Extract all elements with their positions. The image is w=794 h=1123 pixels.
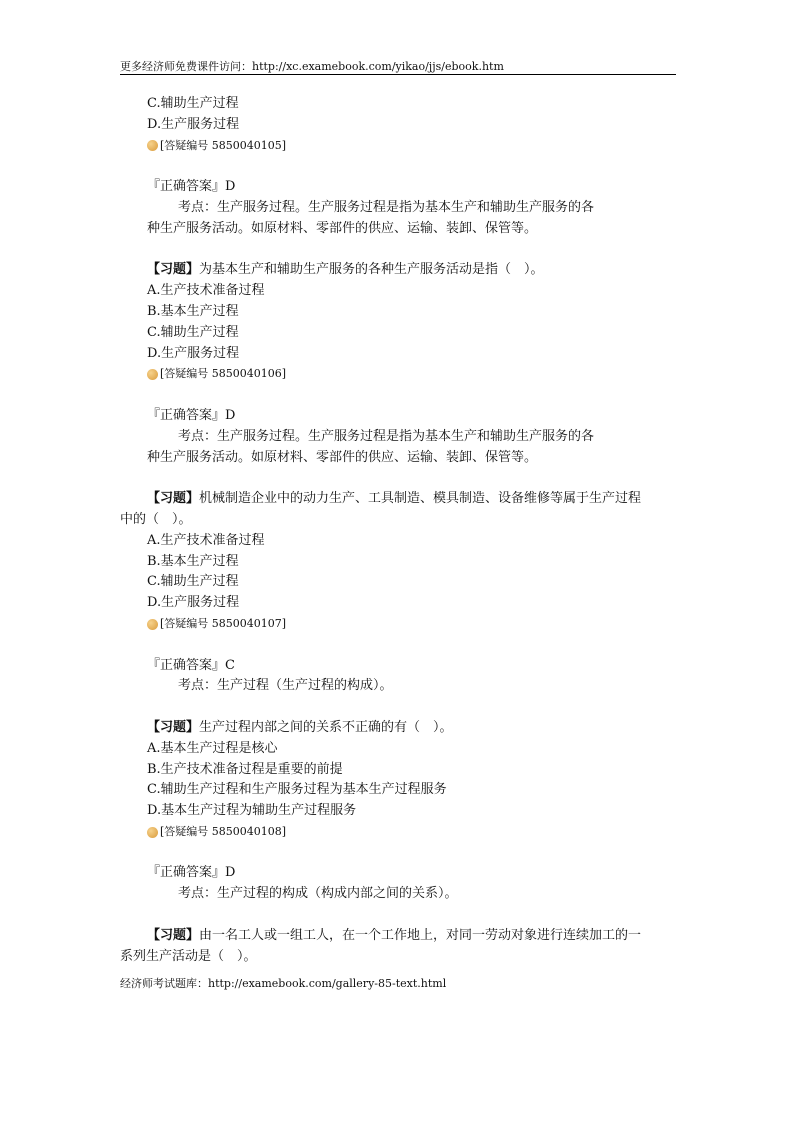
option: D.生产服务过程 [147, 345, 240, 361]
explanation-line: 种生产服务活动。如原材料、零部件的供应、运输、装卸、保管等。 [147, 220, 538, 236]
footer-text: 经济师考试题库：http://examebook.com/gallery-85-text.html [120, 977, 447, 990]
explanation-line: 考点：生产服务过程。生产服务过程是指为基本生产和辅助生产服务的各 [178, 428, 595, 444]
answer-label: 『正确答案』D [147, 865, 236, 881]
option: C.辅助生产过程 [147, 96, 239, 111]
question-id[interactable]: [答疑编号 5850040106] [120, 364, 680, 385]
question-text-cont: 系列生产活动是（ ）。 [120, 948, 257, 964]
header-text: 更多经济师免费课件访问：http://xc.examebook.com/yikao/jjs/ebook.htm [120, 60, 504, 73]
option: D.生产服务过程 [147, 116, 240, 132]
question-id[interactable]: [答疑编号 5850040105] [120, 136, 680, 157]
help-dot-icon [147, 827, 158, 838]
question-text: 【习题】由一名工人或一组工人，在一个工作地上，对同一劳动对象进行连续加工的一 [147, 927, 642, 943]
option: D.基本生产过程为辅助生产过程服务 [147, 803, 357, 819]
answer-label: 『正确答案』C [147, 657, 235, 673]
answer-label: 『正确答案』D [147, 179, 236, 195]
help-dot-icon [147, 619, 158, 630]
option: B.基本生产过程 [147, 303, 239, 319]
help-dot-icon [147, 369, 158, 380]
option: D.生产服务过程 [147, 595, 240, 611]
option: C.辅助生产过程 [147, 574, 239, 590]
question-text: 【习题】生产过程内部之间的关系不正确的有（ ）。 [147, 719, 453, 735]
option: A.生产技术准备过程 [147, 283, 265, 299]
option: A.基本生产过程是核心 [147, 740, 278, 756]
document-body [120, 94, 680, 967]
explanation-line: 考点：生产过程的构成（构成内部之间的关系）。 [178, 886, 458, 902]
explanation-line: 考点：生产过程（生产过程的构成）。 [178, 678, 393, 694]
page-header [120, 60, 676, 75]
page-footer [120, 977, 446, 990]
question-text: 【习题】机械制造企业中的动力生产、工具制造、模具制造、设备维修等属于生产过程 [147, 491, 642, 507]
option: C.辅助生产过程和生产服务过程为基本生产过程服务 [147, 782, 447, 798]
explanation-line: 考点：生产服务过程。生产服务过程是指为基本生产和辅助生产服务的各 [178, 199, 595, 215]
option: A.生产技术准备过程 [147, 532, 265, 548]
help-dot-icon [147, 140, 158, 151]
option: C.辅助生产过程 [147, 324, 239, 340]
question-text-cont: 中的（ ）。 [120, 511, 192, 527]
answer-label: 『正确答案』D [147, 407, 236, 423]
question-text: 【习题】为基本生产和辅助生产服务的各种生产服务活动是指（ ）。 [147, 262, 544, 278]
explanation-line: 种生产服务活动。如原材料、零部件的供应、运输、装卸、保管等。 [147, 449, 538, 465]
option: B.生产技术准备过程是重要的前提 [147, 761, 343, 777]
question-id[interactable]: [答疑编号 5850040108] [120, 822, 680, 843]
option: B.基本生产过程 [147, 553, 239, 569]
question-id[interactable]: [答疑编号 5850040107] [120, 614, 680, 635]
